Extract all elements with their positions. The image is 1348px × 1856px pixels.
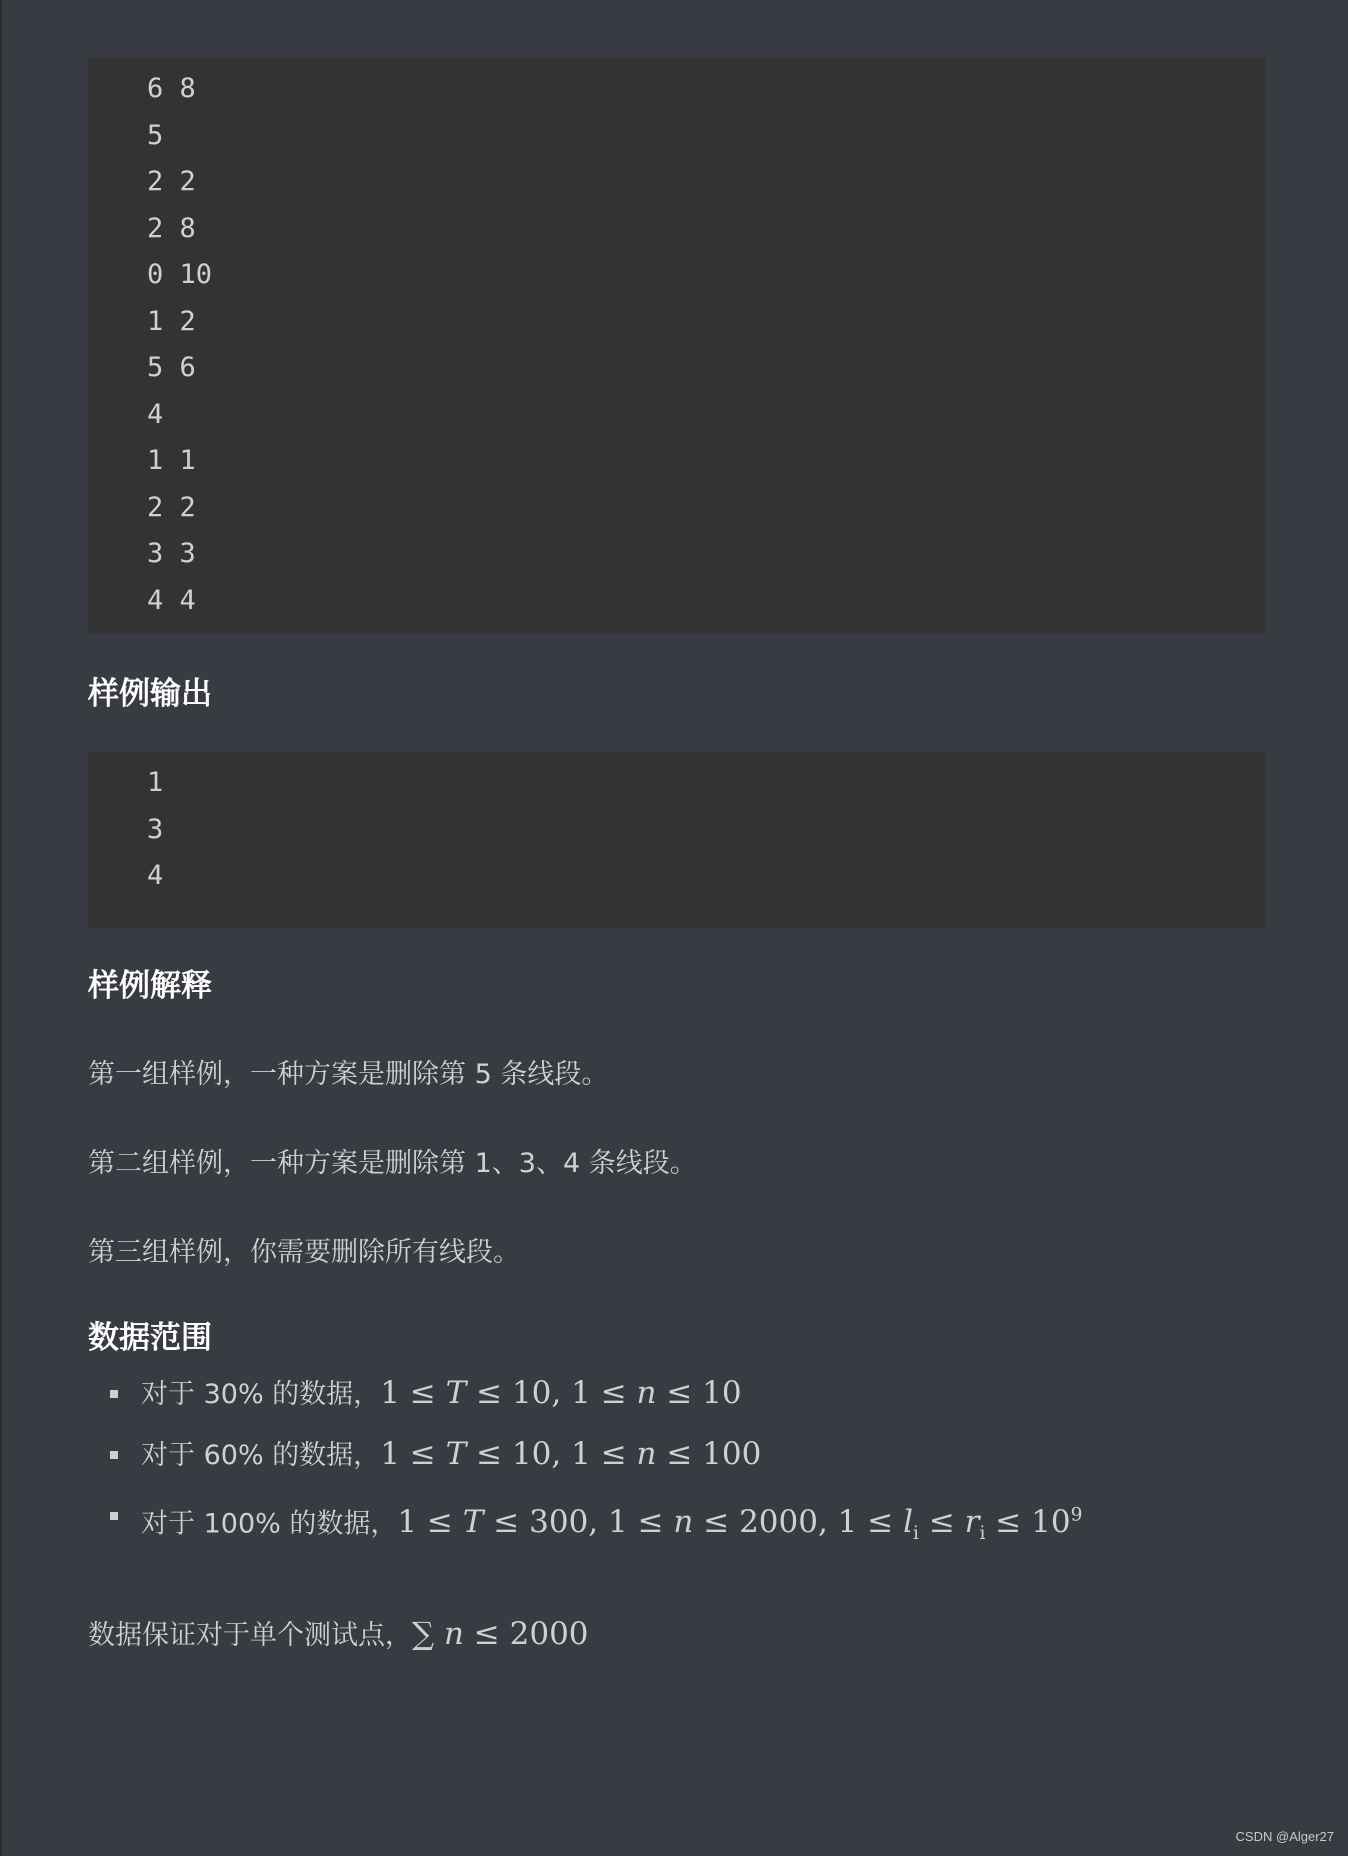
data-range-list bbox=[88, 1363, 1082, 1546]
code-line: 2 2 bbox=[147, 166, 196, 197]
code-line: 6 8 bbox=[147, 73, 196, 104]
code-line: 4 bbox=[147, 860, 164, 891]
code-line: 5 bbox=[147, 119, 164, 151]
bullet-icon bbox=[110, 1390, 118, 1398]
code-line: 4 bbox=[147, 398, 164, 430]
sample-input-code-block bbox=[88, 58, 1265, 634]
list-item bbox=[88, 1363, 1082, 1424]
range-item-math: 1 ≤ T ≤ 10, 1 ≤ n ≤ 10 bbox=[380, 1375, 742, 1411]
range-item-text: 对于 30% 的数据， bbox=[141, 1379, 381, 1410]
code-line: 2 2 bbox=[147, 491, 196, 523]
code-line: 0 10 bbox=[147, 259, 213, 290]
sample-output-code-block bbox=[88, 752, 1265, 928]
code-line: 1 2 bbox=[147, 305, 196, 337]
bullet-icon bbox=[110, 1451, 118, 1459]
guarantee-math: ∑ n ≤ 2000 bbox=[412, 1616, 589, 1652]
bullet-icon bbox=[110, 1512, 118, 1520]
code-line: 1 1 bbox=[147, 445, 196, 476]
guarantee-paragraph bbox=[88, 1613, 589, 1652]
list-item bbox=[88, 1424, 1082, 1485]
code-line: 3 3 bbox=[147, 538, 196, 569]
page-left-border bbox=[0, 0, 2, 1856]
explanation-paragraph: 第三组样例，你需要删除所有线段。 bbox=[88, 1237, 520, 1268]
code-line: 1 bbox=[147, 767, 164, 798]
list-item bbox=[88, 1485, 1082, 1546]
range-item-math: 1 ≤ T ≤ 10, 1 ≤ n ≤ 100 bbox=[380, 1436, 762, 1472]
problem-content bbox=[88, 58, 1265, 1652]
sample-output-heading: 样例输出 bbox=[88, 676, 212, 712]
sample-explanation-heading: 样例解释 bbox=[88, 968, 212, 1004]
data-range-heading: 数据范围 bbox=[88, 1320, 212, 1356]
code-line: 4 4 bbox=[147, 584, 196, 616]
code-line: 2 8 bbox=[147, 212, 196, 244]
explanation-paragraph: 第一组样例，一种方案是删除第 5 条线段。 bbox=[88, 1059, 609, 1090]
code-line: 5 6 bbox=[147, 352, 196, 383]
csdn-watermark: CSDN @Alger27 bbox=[1235, 1829, 1334, 1844]
code-line: 3 bbox=[147, 813, 164, 845]
guarantee-text: 数据保证对于单个测试点， bbox=[88, 1620, 412, 1651]
explanation-paragraph: 第二组样例，一种方案是删除第 1、3、4 条线段。 bbox=[88, 1148, 697, 1179]
range-item-text: 对于 60% 的数据， bbox=[141, 1440, 381, 1471]
range-item-math: 1 ≤ T ≤ 300, 1 ≤ n ≤ 2000, $1 \le l_i \le r_i \le 10^9$ bbox=[397, 1504, 1083, 1545]
range-item-text: 对于 100% 的数据， bbox=[141, 1508, 398, 1540]
